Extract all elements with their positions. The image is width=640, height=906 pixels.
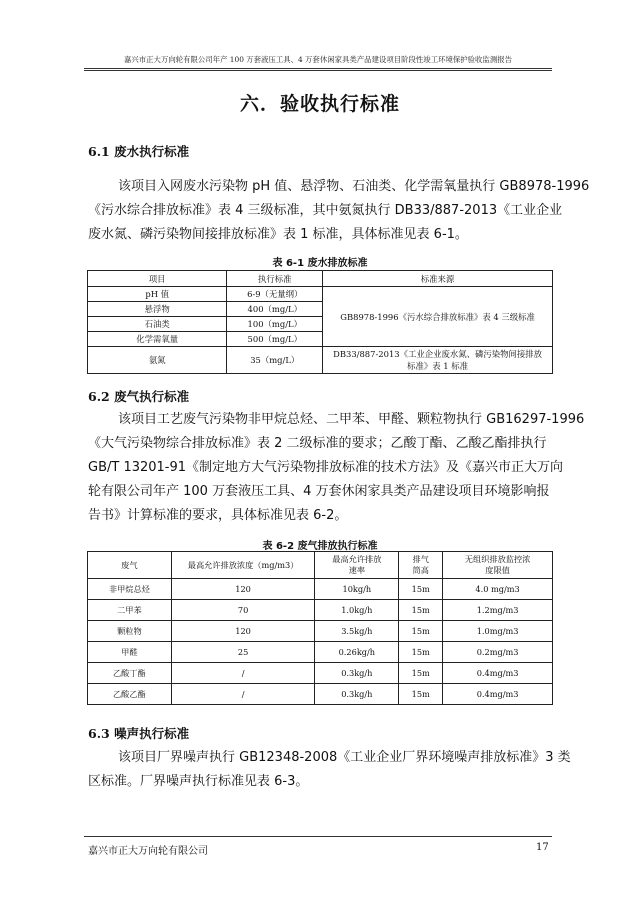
paragraph-line: 该项目入网废水污染物 pH 值、悬浮物、石油类、化学需氧量执行 GB8978-1996 [118,179,590,194]
table-cell: 3.5kg/h [315,621,399,642]
paragraph-line: 告书》计算标准的要求，具体标准见表 6-2。 [88,508,348,523]
table-cell: 15m [399,642,443,663]
table-cell: 乙酸丁酯 [88,663,172,684]
paragraph-line: 废水氮、磷污染物间接排放标准》表 1 标准，具体标准见表 6-1。 [88,227,468,242]
paragraph-line: 轮有限公司年产 100 万套液压工具、4 万套休闲家具类产品建设项目环境影响报 [88,484,550,499]
table-row [88,600,553,621]
table-cell: 400（mg/L） [227,302,323,317]
section-6-3-paragraph [88,746,571,794]
section-6-1-paragraph [88,175,590,247]
table-cell: 15m [399,663,443,684]
table-header-cell: 项目 [88,271,227,287]
table-header-cell: 最高允许排放速率 [315,552,399,579]
table-cell: 70 [171,600,315,621]
table-cell: 0.26kg/h [315,642,399,663]
table-cell: 非甲烷总烃 [88,579,172,600]
table-cell-source-b: DB33/887-2013《工业企业废水氮、磷污染物间接排放标准》表 1 标准 [323,347,553,374]
table-cell: 100（mg/L） [227,317,323,332]
table-row [88,287,553,302]
table-cell: 120 [171,621,315,642]
table-cell: pH 值 [88,287,227,302]
table-cell: 35（mg/L） [227,347,323,374]
table-row [88,663,553,684]
table-cell: 0.4mg/m3 [443,684,553,705]
table-cell: / [171,684,315,705]
table-cell: 1.2mg/m3 [443,600,553,621]
paragraph-line: 该项目厂界噪声执行 GB12348-2008《工业企业厂界环境噪声排放标准》3 类 [118,750,571,765]
table-cell: 化学需氧量 [88,332,227,347]
table-6-1-caption: 表 6-1 废水排放标准 [272,258,368,269]
table-cell: 0.2mg/m3 [443,642,553,663]
section-6-3-heading: 6.3 噪声执行标准 [88,726,190,741]
page-number: 17 [536,842,549,853]
paragraph-line: 该项目工艺废气污染物非甲烷总烃、二甲苯、甲醛、颗粒物执行 GB16297-1996 [118,412,585,427]
table-cell: 25 [171,642,315,663]
paragraph-line: 《大气污染物综合排放标准》表 2 二级标准的要求；乙酸丁酯、乙酸乙酯排执行 [88,436,547,451]
table-cell: 石油类 [88,317,227,332]
paragraph-line: 区标准。厂界噪声执行标准见表 6-3。 [88,774,309,789]
paragraph-line: 《污水综合排放标准》表 4 三级标准，其中氨氮执行 DB33/887-2013《工业企业 [88,203,563,218]
section-6-2-paragraph [88,408,585,528]
table-row [88,642,553,663]
table-cell: 15m [399,684,443,705]
table-cell: 4.0 mg/m3 [443,579,553,600]
table-header-cell: 废气 [88,552,172,579]
table-header-cell: 最高允许排放浓度（mg/m3） [171,552,315,579]
table-cell: 乙酸乙酯 [88,684,172,705]
table-row [88,579,553,600]
table-cell: 15m [399,600,443,621]
footer-rule [84,836,552,837]
table-row [88,621,553,642]
table-cell: 0.4mg/m3 [443,663,553,684]
table-cell: 氨氮 [88,347,227,374]
table-cell: 500（mg/L） [227,332,323,347]
table-header-cell: 标准来源 [323,271,553,287]
table-cell: 15m [399,621,443,642]
table-header-cell: 执行标准 [227,271,323,287]
table-6-2-caption: 表 6-2 废气排放执行标准 [262,541,378,552]
table-cell-source-a: GB8978-1996《污水综合排放标准》表 4 三级标准 [323,287,553,347]
table-cell: 6-9（无量纲） [227,287,323,302]
footer-company: 嘉兴市正大万向轮有限公司 [88,846,208,857]
table-cell: 悬浮物 [88,302,227,317]
section-6-1-heading: 6.1 废水执行标准 [88,144,190,159]
running-header: 嘉兴市正大万向轮有限公司年产 100 万套液压工具、4 万套休闲家具类产品建设项目阶段性竣工环境保护验收监测报告 [84,54,552,69]
paragraph-line: GB/T 13201-91《制定地方大气污染物排放标准的技术方法》及《嘉兴市正大万向 [88,460,564,475]
waste-gas-standard-table [87,551,553,705]
table-cell: 颗粒物 [88,621,172,642]
table-cell: 15m [399,579,443,600]
table-cell: 二甲苯 [88,600,172,621]
table-header-cell: 无组织排放监控浓度限值 [443,552,553,579]
wastewater-standard-table [87,270,553,374]
table-row [88,347,553,374]
table-cell: 0.3kg/h [315,684,399,705]
table-cell: 1.0mg/m3 [443,621,553,642]
table-cell: / [171,663,315,684]
chapter-title: 六．验收执行标准 [239,93,400,115]
table-header-cell: 排气筒高 [399,552,443,579]
table-cell: 1.0kg/h [315,600,399,621]
table-cell: 120 [171,579,315,600]
table-cell: 甲醛 [88,642,172,663]
table-cell: 10kg/h [315,579,399,600]
table-cell: 0.3kg/h [315,663,399,684]
section-6-2-heading: 6.2 废气执行标准 [88,389,190,404]
table-row [88,684,553,705]
